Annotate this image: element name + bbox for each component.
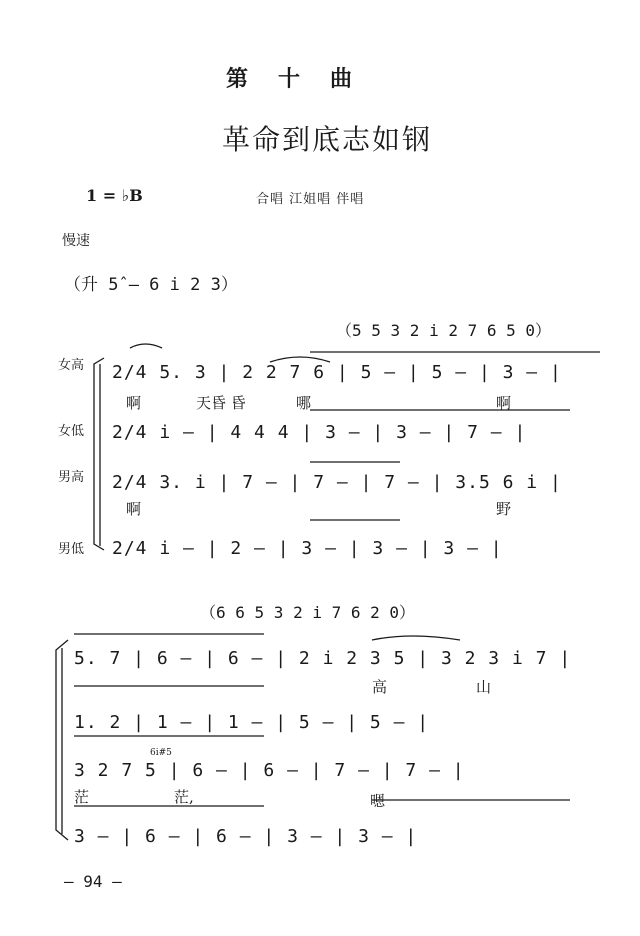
- lyric-11: 嗯: [370, 792, 386, 810]
- part-label-alto: 女低: [58, 424, 85, 439]
- bass-notes-1: 2/4 i — | 2 — | 3 — | 3 — | 3 — |: [112, 538, 503, 559]
- soprano-notes-2: 5. 7 | 6 — | 6 — | 2 i 2 3 5 | 3 2 3 i 7 |: [74, 648, 572, 669]
- lyric-1: 啊: [126, 394, 142, 412]
- tempo-marking: 慢速: [62, 233, 90, 249]
- grace-note: 6i#5: [150, 748, 172, 758]
- slur-1: [130, 344, 162, 348]
- lyric-3: 哪: [296, 394, 312, 412]
- tenor-notes-1: 2/4 3. i | 7 — | 7 — | 7 — | 3.5 6 i |: [112, 472, 562, 493]
- part-label-bass: 男低: [58, 542, 85, 557]
- lyric-6: 野: [496, 500, 512, 518]
- page-number: — 94 —: [64, 872, 122, 891]
- interlude-2: （6 6 5 3 2 i 7 6 2 0）: [200, 603, 416, 622]
- slur-2: [270, 357, 330, 362]
- system-1-bracket: [94, 358, 104, 550]
- intro-phrase: （升 5̂ — 6 i 2 3）: [64, 275, 238, 295]
- soprano-notes-1: 2/4 5. 3 | 2 2 7 6 | 5 — | 5 — | 3 — |: [112, 362, 562, 383]
- alto-notes-1: 2/4 i — | 4 4 4 | 3 — | 3 — | 7 — |: [112, 422, 527, 443]
- alto-notes-2: 1. 2 | 1 — | 1 — | 5 — | 5 — |: [74, 712, 430, 733]
- bass-notes-2: 3 — | 6 — | 6 — | 3 — | 3 — |: [74, 826, 418, 847]
- chapter-title: 第十曲: [226, 66, 383, 92]
- lyric-5: 啊: [126, 500, 142, 518]
- part-label-soprano: 女高: [58, 358, 85, 373]
- key-signature: 1 = ♭B: [86, 186, 143, 205]
- part-label-tenor: 男高: [58, 470, 85, 485]
- lyric-8: 山: [476, 678, 492, 696]
- lyric-7: 高: [372, 678, 388, 696]
- tenor-notes-2: 3 2 7 5 | 6 — | 6 — | 7 — | 7 — |: [74, 760, 465, 781]
- lyric-10: 茫,: [174, 788, 194, 806]
- lyric-2: 天昏 昏: [196, 394, 246, 412]
- song-title: 革命到底志如钢: [222, 123, 433, 156]
- lyric-9: 茫: [74, 788, 90, 806]
- lyric-4: 啊: [496, 394, 512, 412]
- performance-note: 合唱 江姐唱 伴唱: [256, 192, 365, 207]
- tie-9: [372, 636, 460, 640]
- interlude-1: （5 5 3 2 i 2 7 6 5 0）: [336, 321, 552, 340]
